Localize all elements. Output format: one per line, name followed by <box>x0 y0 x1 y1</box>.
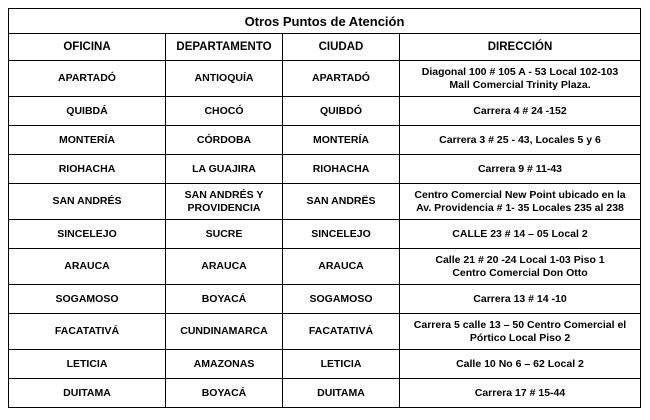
table-row <box>9 155 641 184</box>
direccion-line: Centro Comercial New Point ubicado en la <box>414 188 626 201</box>
cell-ciudad: SINCELEJO <box>283 220 400 249</box>
table-row <box>9 379 641 408</box>
direccion-line: Pórtico Local Piso 2 <box>469 331 571 344</box>
cell-oficina: MONTERÍA <box>9 126 166 155</box>
header-direccion: DIRECCIÓN <box>400 34 641 61</box>
cell-ciudad: RIOHACHA <box>283 155 400 184</box>
cell-oficina: ARAUCA <box>9 249 166 285</box>
direccion-line: Diagonal 100 # 105 A - 53 Local 102-103 <box>421 65 619 78</box>
cell-oficina: LETICIA <box>9 350 166 379</box>
cell-ciudad: ARAUCA <box>283 249 400 285</box>
direccion-line: Centro Comercial Don Otto <box>452 266 588 279</box>
direccion-line: Calle 21 # 20 -24 Local 1-03 Piso 1 <box>435 253 605 266</box>
cell-oficina: SAN ANDRÉS <box>9 184 166 220</box>
cell-direccion: CALLE 23 # 14 – 05 Local 2 <box>400 220 641 249</box>
cell-departamento: CHOCÓ <box>166 97 283 126</box>
cell-ciudad: QUIBDÓ <box>283 97 400 126</box>
cell-departamento: ANTIOQUÍA <box>166 61 283 97</box>
cell-ciudad: DUITAMA <box>283 379 400 408</box>
cell-direccion: Carrera 4 # 24 -152 <box>400 97 641 126</box>
cell-departamento <box>166 184 283 220</box>
table-row <box>9 314 641 350</box>
cell-direccion <box>400 184 641 220</box>
cell-departamento: CÓRDOBA <box>166 126 283 155</box>
cell-oficina: RIOHACHA <box>9 155 166 184</box>
direccion-line: Mall Comercial Trinity Plaza. <box>449 78 591 91</box>
cell-ciudad: FACATATIVÁ <box>283 314 400 350</box>
cell-ciudad: MONTERÍA <box>283 126 400 155</box>
table-row <box>9 184 641 220</box>
direccion-line: Av. Providencia # 1- 35 Locales 235 al 238 <box>416 201 624 214</box>
cell-oficina: APARTADÓ <box>9 61 166 97</box>
cell-departamento: BOYACÁ <box>166 285 283 314</box>
departamento-line: SAN ANDRÉS Y <box>184 188 264 201</box>
cell-direccion: Carrera 3 # 25 - 43, Locales 5 y 6 <box>400 126 641 155</box>
cell-oficina: SOGAMOSO <box>9 285 166 314</box>
cell-direccion <box>400 314 641 350</box>
cell-ciudad: SAN ANDRËS <box>283 184 400 220</box>
cell-direccion: Calle 10 No 6 – 62 Local 2 <box>400 350 641 379</box>
table-row <box>9 220 641 249</box>
header-ciudad: CIUDAD <box>283 34 400 61</box>
table-row <box>9 61 641 97</box>
cell-direccion <box>400 61 641 97</box>
cell-ciudad: SOGAMOSO <box>283 285 400 314</box>
cell-ciudad: APARTADÓ <box>283 61 400 97</box>
cell-oficina: QUIBDÁ <box>9 97 166 126</box>
cell-departamento: CUNDINAMARCA <box>166 314 283 350</box>
table-row <box>9 249 641 285</box>
table-container <box>8 8 641 408</box>
departamento-line: PROVIDENCIA <box>187 201 261 214</box>
table-row <box>9 97 641 126</box>
table-row <box>9 126 641 155</box>
table-row <box>9 285 641 314</box>
header-departamento: DEPARTAMENTO <box>166 34 283 61</box>
table-title: Otros Puntos de Atención <box>9 9 641 34</box>
cell-oficina: FACATATIVÁ <box>9 314 166 350</box>
cell-ciudad: LETICIA <box>283 350 400 379</box>
cell-departamento: ARAUCA <box>166 249 283 285</box>
cell-departamento: SUCRE <box>166 220 283 249</box>
cell-departamento: BOYACÁ <box>166 379 283 408</box>
direccion-line: Carrera 5 calle 13 – 50 Centro Comercial el <box>413 318 627 331</box>
header-oficina: OFICINA <box>9 34 166 61</box>
table-row <box>9 350 641 379</box>
cell-oficina: DUITAMA <box>9 379 166 408</box>
cell-direccion: Carrera 17 # 15-44 <box>400 379 641 408</box>
cell-direccion: Carrera 13 # 14 -10 <box>400 285 641 314</box>
cell-direccion <box>400 249 641 285</box>
offices-table <box>8 8 641 408</box>
cell-direccion: Carrera 9 # 11-43 <box>400 155 641 184</box>
cell-oficina: SINCELEJO <box>9 220 166 249</box>
cell-departamento: AMAZONAS <box>166 350 283 379</box>
cell-departamento: LA GUAJIRA <box>166 155 283 184</box>
